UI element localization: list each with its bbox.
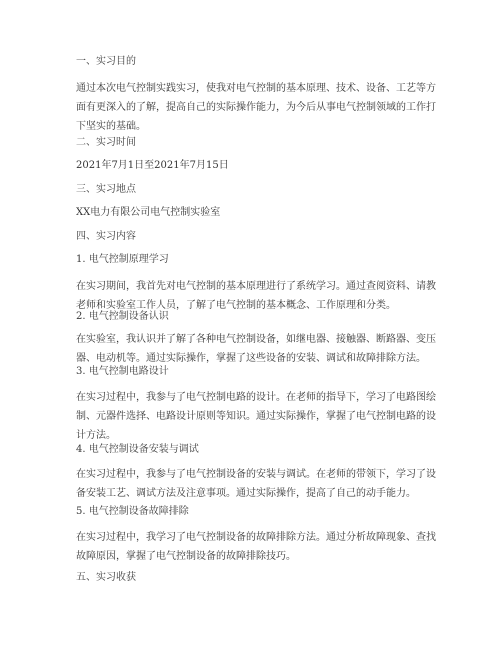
item-title-1: 1. 电气控制原理学习 [76,254,169,265]
paragraph-time: 2021年7月1日至2021年7月15日 [76,160,229,171]
item-title-4: 4. 电气控制设备安装与调试 [76,444,199,455]
paragraph-place: XX电力有限公司电气控制实验室 [76,207,221,218]
section-heading-time: 二、实习时间 [76,137,136,148]
item-title-3: 3. 电气控制电路设计 [76,366,169,377]
item-text-5: 在实习过程中，我学习了电气控制设备的故障排除方法。通过分析故障现象、查找故障原因，掌握了电气控制设备的故障排除技巧。 [76,532,436,562]
paragraph-purpose: 通过本次电气控制实践实习，使我对电气控制的基本原理、技术、设备、工艺等方面有更深入的了解，提高自己的实际操作能力，为今后从事电气控制领域的工作打下坚实的基础。 [76,83,436,132]
section-heading-place: 三、实习地点 [76,184,136,195]
item-text-4: 在实习过程中，我参与了电气控制设备的安装与调试。在老师的带领下，学习了设备安装工艺、调试方法及注意事项。通过实际操作，提高了自己的动手能力。 [76,469,436,499]
item-text-1: 在实习期间，我首先对电气控制的基本原理进行了系统学习。通过查阅资料、请教老师和实验室工作人员，了解了电气控制的基本概念、工作原理和分类。 [76,281,436,311]
section-heading-content: 四、实习内容 [76,231,136,242]
item-text-2: 在实验室，我认识并了解了各种电气控制设备，如继电器、接触器、断路器、变压器、电动机等。通过实际操作，掌握了这些设备的安装、调试和故障排除方法。 [76,334,436,364]
item-text-3: 在实习过程中，我参与了电气控制电路的设计。在老师的指导下，学习了电路图绘制、元器件选择、电路设计原则等知识。通过实际操作，掌握了电气控制电路的设计方法。 [76,392,436,441]
section-heading-purpose: 一、实习目的 [76,56,136,67]
item-title-2: 2. 电气控制设备认识 [76,311,169,322]
section-heading-harvest: 五、实习收获 [76,572,136,583]
item-title-5: 5. 电气控制设备故障排除 [76,506,189,517]
